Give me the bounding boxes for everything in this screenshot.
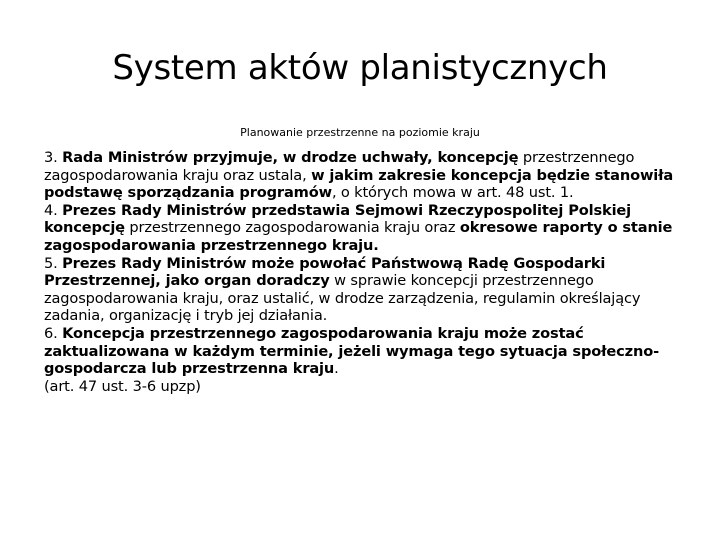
slide-title: System aktów planistycznych xyxy=(112,48,608,88)
bold-text-run: w jakim zakresie koncepcja będzie stanowiła podstawę sporządzania programów xyxy=(44,166,674,202)
text-run: 3. xyxy=(44,149,63,166)
text-run: w sprawie koncepcji przestrzennego zagospodarowania kraju, oraz ustalić, w drodze zarządzenia, regulamin określający zadania, organizację i tryb jej działania. xyxy=(44,272,641,325)
text-run: przestrzennego zagospodarowania kraju oraz ustala, xyxy=(44,149,635,184)
text-run: (art. 47 ust. 3-6 upzp) xyxy=(44,377,201,395)
bold-text-run: Rada Ministrów przyjmuje, w drodze uchwały, koncepcję xyxy=(62,149,519,166)
body-paragraph xyxy=(44,325,684,378)
text-run: przestrzennego zagospodarowania kraju oraz xyxy=(124,219,460,237)
body-paragraph xyxy=(44,149,684,202)
text-run: 5. xyxy=(44,254,63,272)
slide-subtitle: Planowanie przestrzenne na poziomie kraju xyxy=(240,126,480,139)
bold-text-run: okresowe raporty o stanie zagospodarowania przestrzennego kraju. xyxy=(44,219,673,254)
slide-body-text xyxy=(44,149,684,395)
body-paragraph xyxy=(44,202,684,255)
text-run: . xyxy=(334,360,339,378)
text-run: 4. xyxy=(44,201,63,219)
body-paragraph xyxy=(44,255,684,325)
bold-text-run: Prezes Rady Ministrów przedstawia Sejmowi Rzeczypospolitej Polskiej koncepcję xyxy=(44,201,632,237)
text-run: 6. xyxy=(44,324,63,342)
bold-text-run: Koncepcja przestrzennego zagospodarowania kraju może zostać zaktualizowana w każdym terminie, jeżeli wymaga tego sytuacja społeczno-gospodarcza lub przestrzenna kraju xyxy=(44,324,660,378)
text-run: , o których mowa w art. 48 ust. 1. xyxy=(331,184,574,202)
bold-text-run: Prezes Rady Ministrów może powołać Państwową Radę Gospodarki Przestrzennej, jako organ doradczy xyxy=(44,254,606,290)
body-paragraph xyxy=(44,378,684,396)
